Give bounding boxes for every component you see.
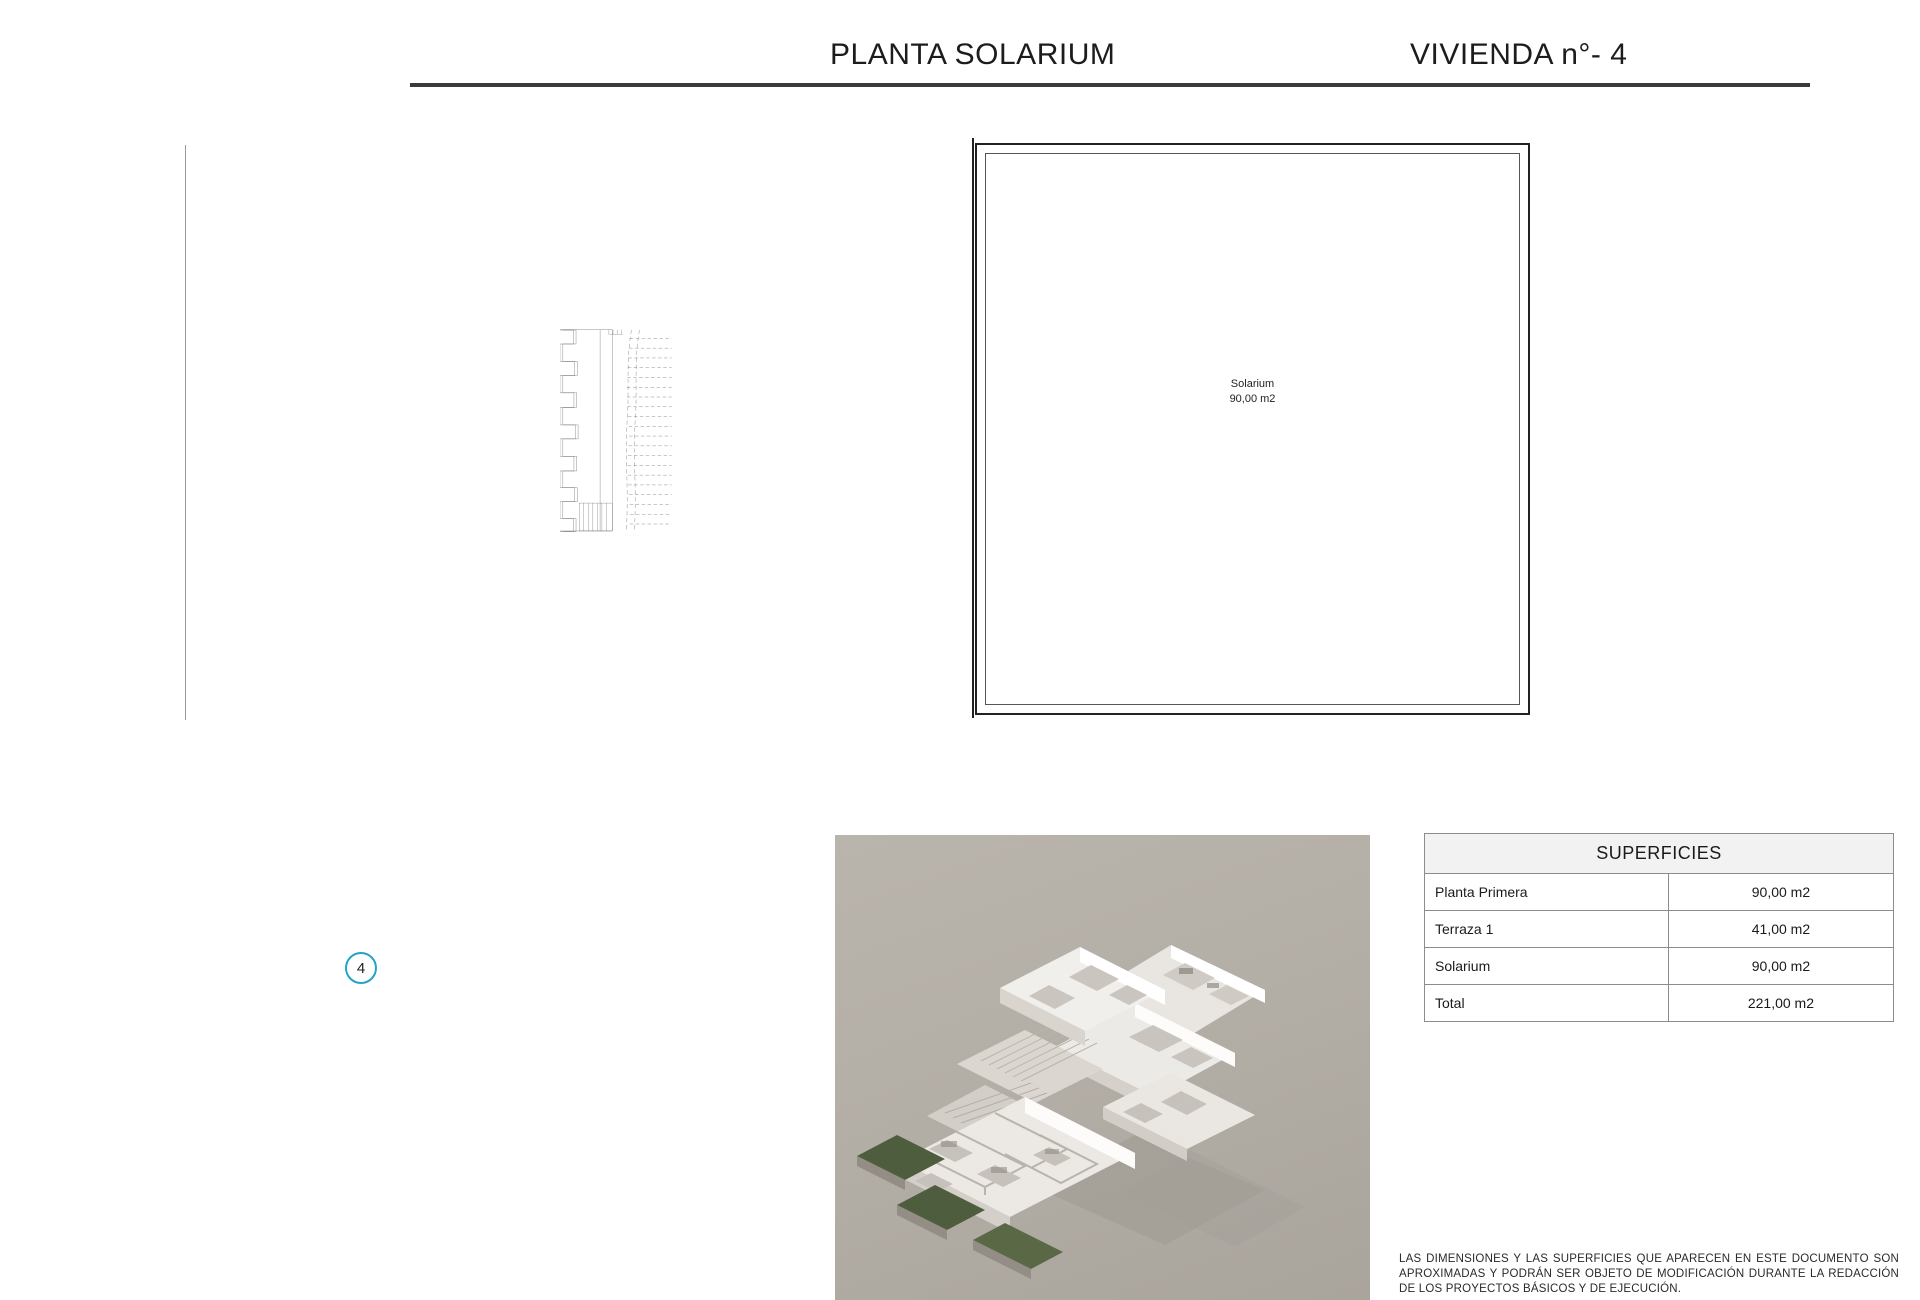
header-divider	[410, 83, 1810, 87]
room-area: 90,00 m2	[1229, 393, 1276, 405]
table-title: SUPERFICIES	[1425, 834, 1894, 874]
row-label: Terraza 1	[1425, 911, 1669, 948]
solarium-label-group	[977, 377, 1528, 407]
table-header-row	[1425, 834, 1894, 874]
floor-plan-drawing	[560, 138, 1530, 723]
row-value: 90,00 m2	[1668, 948, 1893, 985]
row-label: Planta Primera	[1425, 874, 1669, 911]
row-label: Total	[1425, 985, 1669, 1022]
unit-title: VIVIENDA n°- 4	[1410, 38, 1628, 71]
row-value: 221,00 m2	[1668, 985, 1893, 1022]
unit-marker-label: 4	[356, 959, 366, 977]
row-value: 90,00 m2	[1668, 874, 1893, 911]
table-row	[1425, 874, 1894, 911]
table-row	[1425, 911, 1894, 948]
table-row	[1425, 985, 1894, 1022]
surfaces-table-wrapper	[1424, 833, 1894, 1022]
surfaces-table	[1424, 833, 1894, 1022]
table-row	[1425, 948, 1894, 985]
sheet-header	[410, 38, 1810, 98]
plan-boundary-line	[972, 138, 974, 718]
unit-marker	[345, 952, 377, 984]
left-guide-line	[185, 145, 186, 720]
row-value: 41,00 m2	[1668, 911, 1893, 948]
disclaimer-text: LAS DIMENSIONES Y LAS SUPERFICIES QUE APARECEN EN ESTE DOCUMENTO SON APROXIMADAS Y PODRÁN SER OBJETO DE MODIFICACIÓN DURANTE LA REDACCIÓN DE LOS PROYECTOS BÁSICOS Y DE EJECUCIÓN.	[1399, 1253, 1899, 1295]
page-title: PLANTA SOLARIUM	[830, 38, 1116, 71]
row-label: Solarium	[1425, 948, 1669, 985]
room-name: Solarium	[1230, 378, 1275, 390]
plan-hatching	[560, 143, 710, 718]
building-render-image	[835, 835, 1370, 1300]
solarium-inner-outline	[985, 153, 1520, 705]
render-graphic	[835, 835, 1370, 1300]
solarium-area	[975, 143, 1530, 715]
